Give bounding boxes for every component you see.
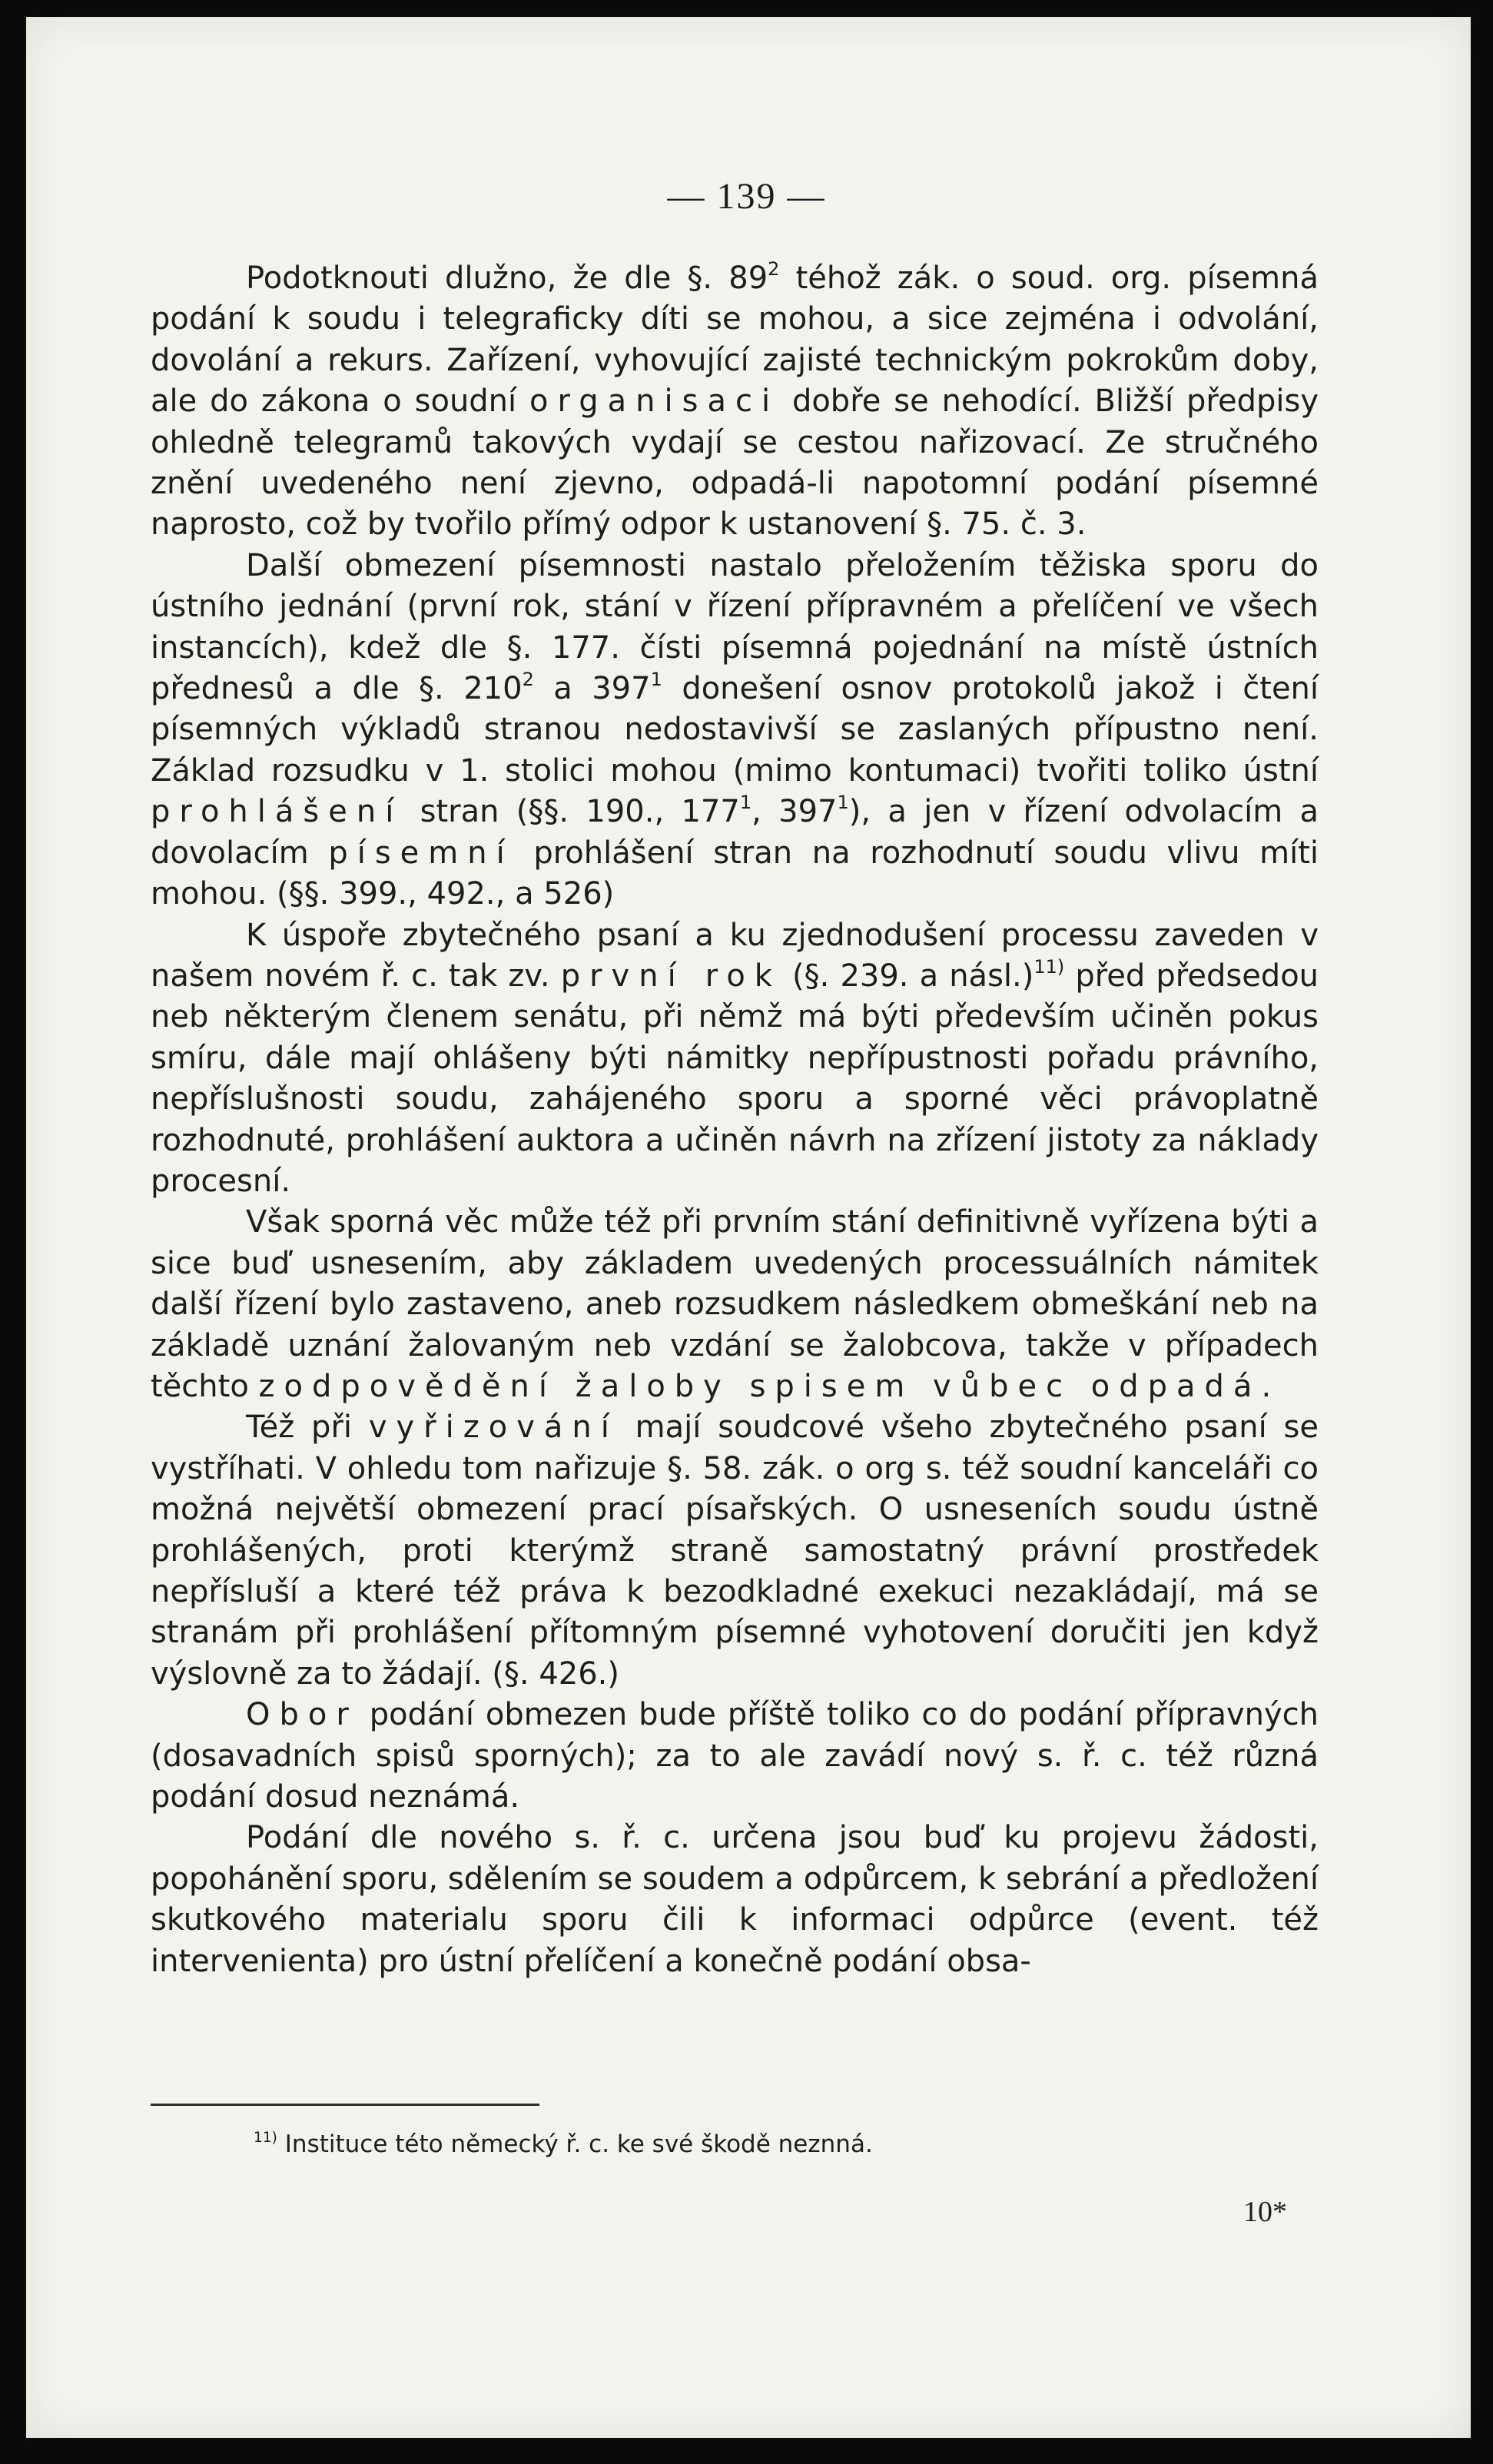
text-run: donešení osnov protokolů jakož i čtení písemných výkladů stranou nedostavivší se zaslaných přípustno není. Základ rozsudku v 1. stolici mohou (mimo kontumaci) tvořiti toliko ústní bbox=[151, 671, 1319, 789]
footnote bbox=[254, 2130, 1314, 2158]
paragraph bbox=[151, 546, 1319, 915]
spaced-emphasis: Obor bbox=[246, 1697, 358, 1733]
text-run: Též při bbox=[246, 1410, 369, 1446]
text-run: dobře se nehodící. Bližší předpisy ohledně telegramů takových vydají se cestou nařizovací. Ze stručného znění uvedeného není zjevno, odpadá-li napotomní podání písemné naprosto, což by tvořilo přímý odpor k ustanovení §. 75. č. 3. bbox=[151, 384, 1319, 543]
text-run: Podotknouti dlužno, že dle §. 89 bbox=[246, 261, 768, 296]
text-run: před předsedou neb některým členem senátu, při němž má býti především učiněn pokus smíru, dále mají ohlášeny býti námitky nepřípustnosti pořadu právního, nepříslušnosti soudu, zahájeného sporu a sporné věci právoplatně rozhodnuté, prohlášení auktora a učiněn návrh na zřízení jistoty za náklady procesní. bbox=[151, 958, 1319, 1199]
spaced-emphasis: organisaci bbox=[529, 384, 780, 420]
footnote-rule bbox=[151, 2104, 539, 2106]
superscript: 11) bbox=[1033, 956, 1065, 978]
text-run: podání obmezen bude příště toliko co do podání přípravných (dosavadních spisů sporných); za to ale zavádí nový s. ř. c. též různá podání dosud neznámá. bbox=[151, 1697, 1319, 1815]
footnote-text: Instituce této německý ř. c. ke své škodě neznná. bbox=[277, 2130, 873, 2158]
paragraph bbox=[151, 1695, 1319, 1818]
text-run: , 397 bbox=[751, 794, 838, 830]
body-text bbox=[151, 258, 1319, 1982]
paragraph bbox=[151, 1407, 1319, 1695]
spaced-emphasis: první rok bbox=[560, 958, 781, 994]
page-number: — 139 — bbox=[667, 176, 826, 217]
text-run: prohlášení stran na rozhodnutí soudu vlivu míti mohou. (§§. 399., 492., a 526) bbox=[151, 835, 1319, 912]
text-run: K úspoře zbytečného psaní a ku zjednodušení processu zaveden v našem novém ř. c. tak zv. bbox=[151, 917, 1319, 994]
superscript: 1 bbox=[837, 792, 849, 814]
text-run: . bbox=[1261, 1368, 1272, 1404]
superscript: 1 bbox=[650, 669, 662, 691]
superscript: 1 bbox=[739, 792, 752, 814]
text-run: Podání dle nového s. ř. c. určena jsou buď ku projevu žádosti, popohánění sporu, sdělením se soudem a odpůrcem, k sebrání a předložení skutkového materialu sporu čili k informaci odpůrce (event. též intervenienta) pro ústní přelíčení a konečně podání obsa- bbox=[151, 1820, 1319, 1979]
paragraph bbox=[151, 915, 1319, 1203]
paragraph bbox=[151, 1202, 1319, 1407]
spaced-emphasis: vyřizování bbox=[368, 1410, 619, 1446]
text-run: Další obmezení písemnosti nastalo přeložením těžiska sporu do ústního jednání (první rok, stání v řízení přípravném a přelíčení ve všech instancích), kdež dle §. 177. čísti písemná pojednání na místě ústních přednesů a dle §. 210 bbox=[151, 547, 1319, 707]
spaced-emphasis: prohlášení bbox=[151, 794, 403, 830]
text-run: Však sporná věc může též při prvním stání definitivně vyřízena býti a sice buď usnesením, aby základem uvedených processuálních námitek další řízení bylo zastaveno, aneb rozsudkem následkem obmeškání neb na základě uznání žalovaným neb vzdání se žalobcova, takže v případech těchto bbox=[151, 1204, 1319, 1404]
paragraph bbox=[151, 258, 1319, 546]
signature-mark: 10* bbox=[1243, 2196, 1287, 2228]
superscript: 2 bbox=[522, 669, 534, 691]
footnote-marker: 11) bbox=[254, 2129, 277, 2146]
spaced-emphasis: písemní bbox=[328, 835, 514, 871]
spaced-emphasis: zodpovědění žaloby spisem vůbec odpadá bbox=[258, 1368, 1262, 1404]
text-run: stran (§§. 190., 177 bbox=[403, 794, 740, 830]
text-run: a 397 bbox=[533, 671, 651, 707]
text-run: (§. 239. a násl.) bbox=[781, 958, 1034, 994]
paragraph bbox=[151, 1818, 1319, 1982]
text-run: téhož zák. o soud. org. písemná podání k soudu i telegraficky díti se mohou, a sice zejména i odvolání, dovolání a rekurs. Zařízení, vyhovující zajisté technickým pokrokům doby, ale do zákona o soudní bbox=[151, 261, 1319, 420]
text-run: ), a jen v řízení odvolacím a dovolacím bbox=[151, 794, 1319, 871]
superscript: 2 bbox=[768, 258, 780, 281]
text-run: mají soudcové všeho zbytečného psaní se vystříhati. V ohledu tom nařizuje §. 58. zák. o org s. též soudní kanceláři co možná největší obmezení prací písařských. O usneseních soudu ústně prohlášených, proti kterýmž straně samostatný právní prostředek nepřísluší a které též práva k bezodkladné exekuci nezakládají, má se stranám při prohlášení přítomným písemné vyhotovení doručiti jen když výslovně za to žádají. (§. 426.) bbox=[151, 1410, 1319, 1692]
